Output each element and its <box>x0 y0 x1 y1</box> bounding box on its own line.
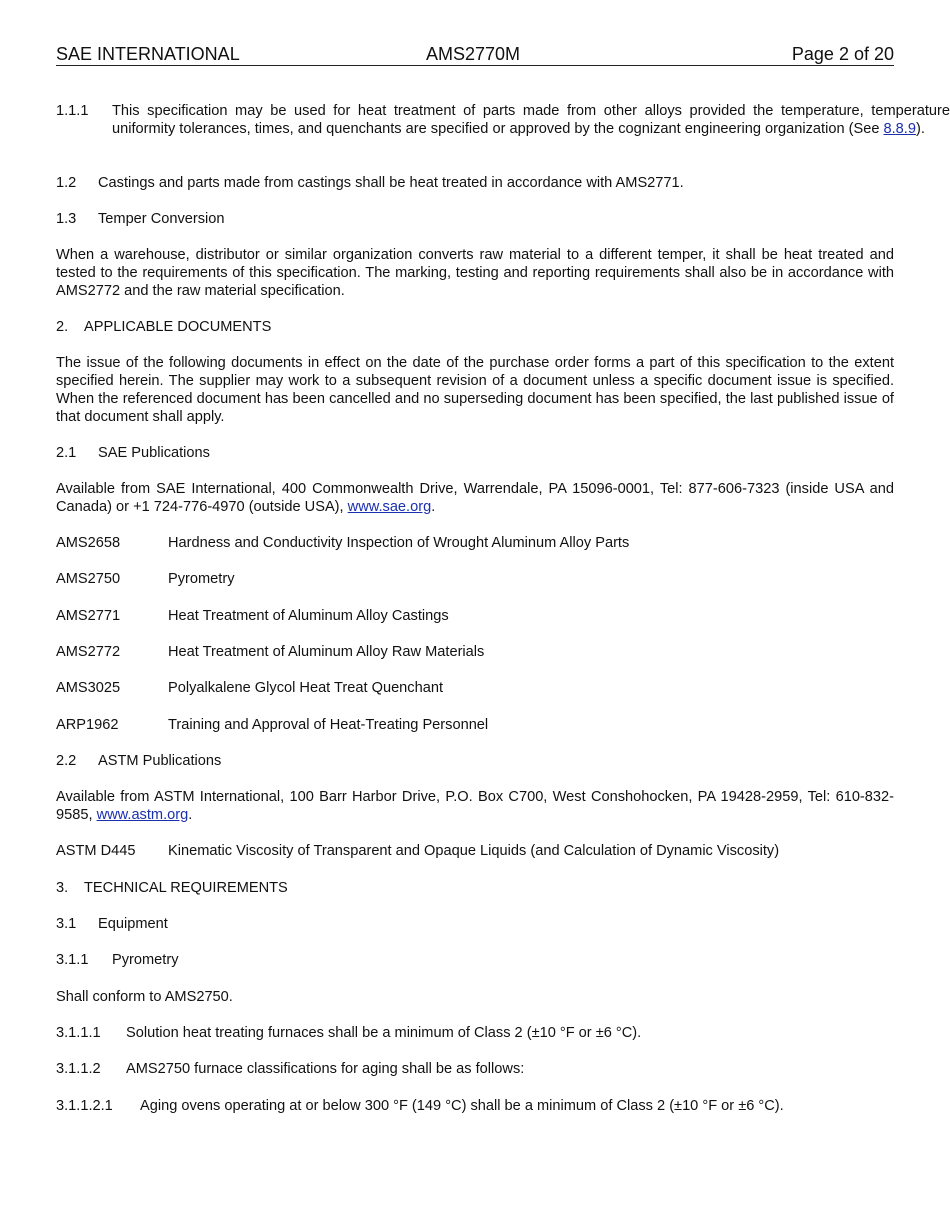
sae-website-link[interactable]: www.sae.org <box>347 499 432 515</box>
body-text-end: . <box>431 499 436 515</box>
reference-code: AMS3025 <box>56 680 121 696</box>
cross-reference-link[interactable]: 8.8.9 <box>883 121 916 137</box>
section-2-2-heading <box>56 752 894 770</box>
section-title: ASTM Publications <box>98 753 222 769</box>
reference-title: Pyrometry <box>168 571 235 587</box>
section-1-1-1 <box>56 102 950 138</box>
reference-title: Heat Treatment of Aluminum Alloy Raw Materials <box>168 644 485 660</box>
section-title: Temper Conversion <box>98 211 225 227</box>
document-page <box>56 0 950 1114</box>
section-title: Equipment <box>98 916 168 932</box>
section-number: 3.1.1 <box>56 952 89 968</box>
section-text: Castings and parts made from castings shall be heat treated in accordance with AMS2771. <box>98 175 684 191</box>
section-title: TECHNICAL REQUIREMENTS <box>84 880 288 896</box>
body-text: Available from SAE International, 400 Commonwealth Drive, Warrendale, PA 15096-0001, Tel: 877-606-7323 (inside USA and Canada) or +1 724-776-4970 (outside USA), <box>56 481 894 515</box>
section-number: 2. <box>56 319 69 335</box>
reference-code: ASTM D445 <box>56 843 136 859</box>
section-number: 3.1.1.2.1 <box>56 1098 113 1114</box>
section-title: APPLICABLE DOCUMENTS <box>84 319 272 335</box>
section-3-heading <box>56 879 894 897</box>
reference-code: AMS2750 <box>56 571 121 587</box>
header-doc-id: AMS2770M <box>426 44 521 64</box>
reference-code: AMS2658 <box>56 535 121 551</box>
section-number: 2.1 <box>56 445 77 461</box>
reference-title: Training and Approval of Heat-Treating Personnel <box>168 717 489 733</box>
reference-code: AMS2772 <box>56 644 121 660</box>
reference-title: Hardness and Conductivity Inspection of Wrought Aluminum Alloy Parts <box>168 535 630 551</box>
reference-code: ARP1962 <box>56 717 119 733</box>
section-title: SAE Publications <box>98 445 210 461</box>
section-2-1-heading <box>56 444 894 462</box>
section-number: 3.1 <box>56 916 77 932</box>
section-1-2 <box>56 174 894 192</box>
reference-title: Heat Treatment of Aluminum Alloy Castings <box>168 608 449 624</box>
section-text: AMS2750 furnace classifications for aging shall be as follows: <box>126 1061 525 1077</box>
reference-title: Polyalkalene Glycol Heat Treat Quenchant <box>168 680 444 696</box>
reference-code: AMS2771 <box>56 608 121 624</box>
body-text-end: . <box>188 807 193 823</box>
body-text: Available from ASTM International, 100 Barr Harbor Drive, P.O. Box C700, West Conshohocken, PA 19428-2959, Tel: 610-832-9585, <box>56 789 894 823</box>
section-2-body: The issue of the following documents in effect on the date of the purchase order forms a part of this specification to the extent specified herein. The supplier may work to a subsequent revision of a document unless a specific document issue is specified. When the referenced document has been cancelled and no superseding document has been specified, the last published issue of that document shall apply. <box>56 355 894 425</box>
section-number: 3.1.1.1 <box>56 1025 101 1041</box>
section-number: 1.2 <box>56 175 77 191</box>
reference-title: Kinematic Viscosity of Transparent and Opaque Liquids (and Calculation of Dynamic Viscosity) <box>168 843 780 859</box>
section-number: 3.1.1.2 <box>56 1061 101 1077</box>
section-2-2-body <box>56 788 894 824</box>
section-2-heading <box>56 318 894 336</box>
header-org: SAE INTERNATIONAL <box>56 44 240 64</box>
section-text: Aging ovens operating at or below 300 °F (149 °C) shall be a minimum of Class 2 (±10 °F or ±6 °C). <box>140 1098 784 1114</box>
section-3-1-1-2 <box>56 1060 894 1078</box>
section-number: 3. <box>56 880 69 896</box>
section-text: This specification may be used for heat treatment of parts made from other alloys provided the temperature, temperature uniformity tolerances, times, and quenchants are specified or approved by the cognizant engineering organization (See <box>112 103 950 137</box>
astm-website-link[interactable]: www.astm.org <box>96 807 189 823</box>
section-text-end: ). <box>915 121 925 137</box>
section-3-1-1-body: Shall conform to AMS2750. <box>56 989 233 1005</box>
section-text: Solution heat treating furnaces shall be a minimum of Class 2 (±10 °F or ±6 °C). <box>126 1025 642 1041</box>
page-header <box>56 43 894 66</box>
section-number: 1.1.1 <box>56 103 89 119</box>
section-3-1-heading <box>56 915 894 933</box>
header-page-number: Page 2 of 20 <box>791 44 894 64</box>
section-3-1-1-heading <box>56 951 894 969</box>
section-3-1-1-2-1 <box>56 1097 894 1115</box>
section-2-1-body <box>56 480 894 516</box>
section-1-3-heading <box>56 210 894 228</box>
section-number: 2.2 <box>56 753 77 769</box>
section-1-3-body: When a warehouse, distributor or similar organization converts raw material to a different temper, it shall be heat treated and tested to the requirements of this specification. The marking, testing and reporting requirements shall also be in accordance with AMS2772 and the raw material specification. <box>56 247 894 299</box>
section-title: Pyrometry <box>112 952 179 968</box>
section-number: 1.3 <box>56 211 77 227</box>
section-3-1-1-1 <box>56 1024 894 1042</box>
